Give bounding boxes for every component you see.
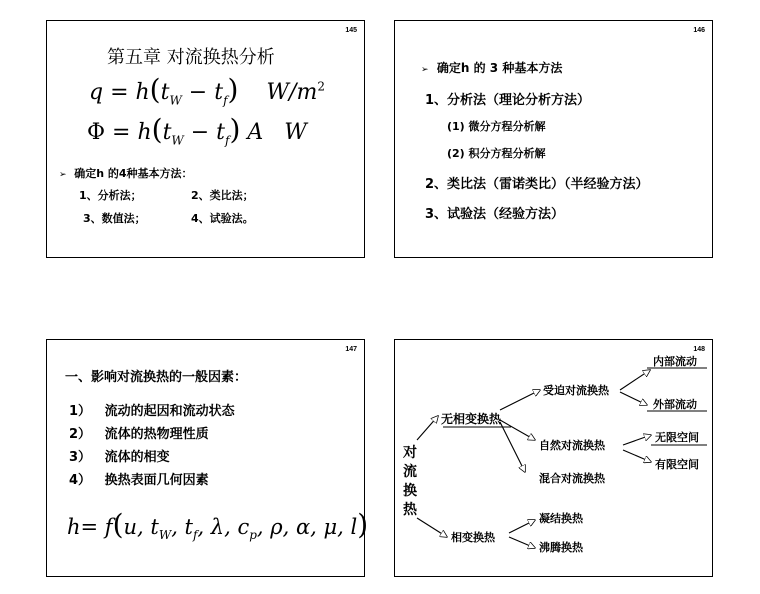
equation-heat-rate: $\Phi = h(t_W - t_f)$ A W: [87, 113, 307, 148]
node-forced-convection: 受迫对流换热: [543, 384, 609, 397]
slide-147: [46, 339, 369, 577]
root-node: 对流换热: [403, 445, 417, 518]
page-number: 146: [693, 27, 705, 34]
page-number: 147: [345, 346, 357, 353]
line-differential: (1) 微分方程分析解: [447, 120, 546, 133]
node-internal-flow: 内部流动: [653, 355, 697, 368]
bullet-line: [59, 165, 193, 181]
slide-title: 第五章 对流换热分析: [107, 47, 275, 68]
method-3: 3、数值法；: [83, 212, 146, 225]
node-external-flow: 外部流动: [653, 398, 697, 411]
factor-4: [69, 469, 209, 488]
factor-formula: h= f(u, $t_W$, $t_f$, λ, $c_p$, ρ, α, μ, l): [67, 508, 369, 543]
line-integral: (2) 积分方程分析解: [447, 147, 546, 160]
factor-number: 4）: [69, 473, 92, 488]
factor-number: 1）: [69, 404, 92, 419]
node-condensation: 凝结换热: [539, 512, 583, 525]
bullet-text: 确定h 的4种基本方法：: [74, 167, 193, 180]
slide-145: [46, 20, 365, 258]
slide-148: [394, 339, 713, 577]
factor-1: [69, 400, 235, 419]
node-no-phase-change: 无相变换热: [441, 412, 502, 426]
factor-number: 3）: [69, 450, 92, 465]
bullet-arrow-icon: ➢: [59, 170, 67, 180]
bullet-arrow-icon: ➢: [421, 65, 429, 75]
bullet-line: [421, 59, 562, 76]
method-1: 1、分析法；: [79, 189, 142, 202]
line-analysis: 1、分析法（理论分析方法）: [425, 93, 591, 108]
factor-2: [69, 423, 209, 442]
node-unbounded-space: 无限空间: [655, 431, 699, 444]
slide-title: 一、影响对流换热的一般因素：: [65, 370, 248, 385]
node-boiling: 沸腾换热: [539, 541, 583, 554]
line-analogy: 2、类比法（雷诺类比）（半经验方法）: [425, 177, 649, 192]
factor-text: 换热表面几何因素: [104, 473, 209, 488]
method-4: 4、试验法。: [191, 212, 254, 225]
page-number: 145: [345, 27, 357, 34]
factor-text: 流体的热物理性质: [104, 427, 209, 442]
node-mixed-convection: 混合对流换热: [539, 472, 605, 485]
factor-text: 流动的起因和流动状态: [104, 404, 235, 419]
node-bounded-space: 有限空间: [655, 458, 699, 471]
bullet-text: 确定h 的 3 种基本方法: [436, 61, 563, 75]
method-2: 2、类比法；: [191, 189, 254, 202]
factor-3: [69, 446, 170, 465]
slide-146: [394, 20, 713, 258]
factor-number: 2）: [69, 427, 92, 442]
node-phase-change: 相变换热: [451, 531, 495, 544]
factor-text: 流体的相变: [104, 450, 170, 465]
node-natural-convection: 自然对流换热: [539, 439, 605, 452]
equation-heat-flux: $q = h(t_W - t_f)$ $W/m^2$: [89, 73, 325, 108]
page-number: 148: [693, 346, 705, 353]
line-experiment: 3、试验法（经验方法）: [425, 207, 565, 222]
